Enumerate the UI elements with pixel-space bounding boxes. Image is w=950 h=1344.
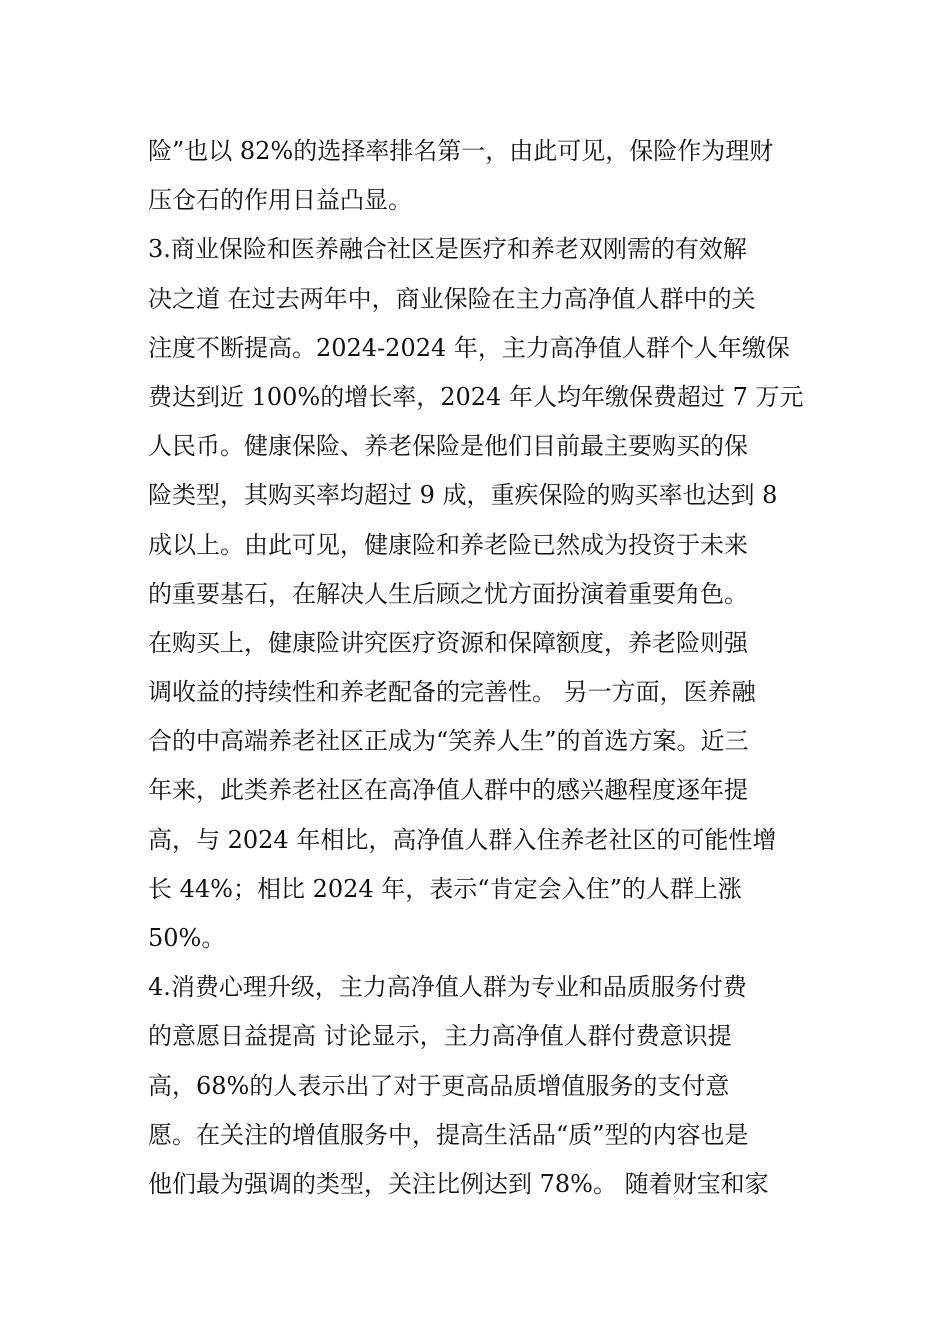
text-line: 决之道 在过去两年中，商业保险在主力高净值人群中的关 <box>148 284 756 313</box>
text-line: 注度不断提高。2024-2024 年，主力高净值人群个人年缴保 <box>148 333 790 362</box>
text-line: 年来，此类养老社区在高净值人群中的感兴趣程度逐年提 <box>148 776 748 805</box>
text-line: 的重要基石，在解决人生后顾之忧方面扮演着重要角色。 <box>148 579 748 608</box>
text-line: 合的中高端养老社区正成为“笑养人生”的首选方案。近三 <box>148 727 749 756</box>
text-line: 在购买上，健康险讲究医疗资源和保障额度，养老险则强 <box>148 628 748 657</box>
text-line: 险类型，其购买率均超过 9 成，重疾保险的购买率也达到 8 <box>148 481 778 510</box>
text-line: 成以上。由此可见，健康险和养老险已然成为投资于未来 <box>148 530 748 559</box>
text-line: 他们最为强调的类型，关注比例达到 78%。 随着财宝和家 <box>148 1169 769 1198</box>
text-line: 调收益的持续性和养老配备的完善性。 另一方面，医养融 <box>148 678 756 707</box>
text-line: 的意愿日益提高 讨论显示，主力高净值人群付费意识提 <box>148 1022 732 1051</box>
section-heading-line: 3.商业保险和医养融合社区是医疗和养老双刚需的有效解 <box>148 235 747 264</box>
text-line: 人民币。健康保险、养老保险是他们目前最主要购买的保 <box>148 432 748 461</box>
text-line: 险”也以 82%的选择率排名第一，由此可见，保险作为理财 <box>148 137 774 165</box>
document-body <box>148 127 828 1209</box>
text-line: 压仓石的作用日益凸显。 <box>148 186 412 215</box>
text-line: 高，与 2024 年相比，高净值人群入住养老社区的可能性增 <box>148 825 777 854</box>
text-line: 费达到近 100%的增长率，2024 年人均年缴保费超过 7 万元 <box>148 382 804 411</box>
text-line: 愿。在关注的增值服务中，提高生活品“质”型的内容也是 <box>148 1120 749 1149</box>
text-line: 长 44%；相比 2024 年，表示“肯定会入住”的人群上涨 <box>148 874 742 903</box>
text-line: 50%。 <box>148 924 226 952</box>
text-line: 高，68%的人表示出了对于更高品质增值服务的支付意 <box>148 1071 730 1100</box>
section-heading-line: 4.消费心理升级，主力高净值人群为专业和品质服务付费 <box>148 973 747 1002</box>
